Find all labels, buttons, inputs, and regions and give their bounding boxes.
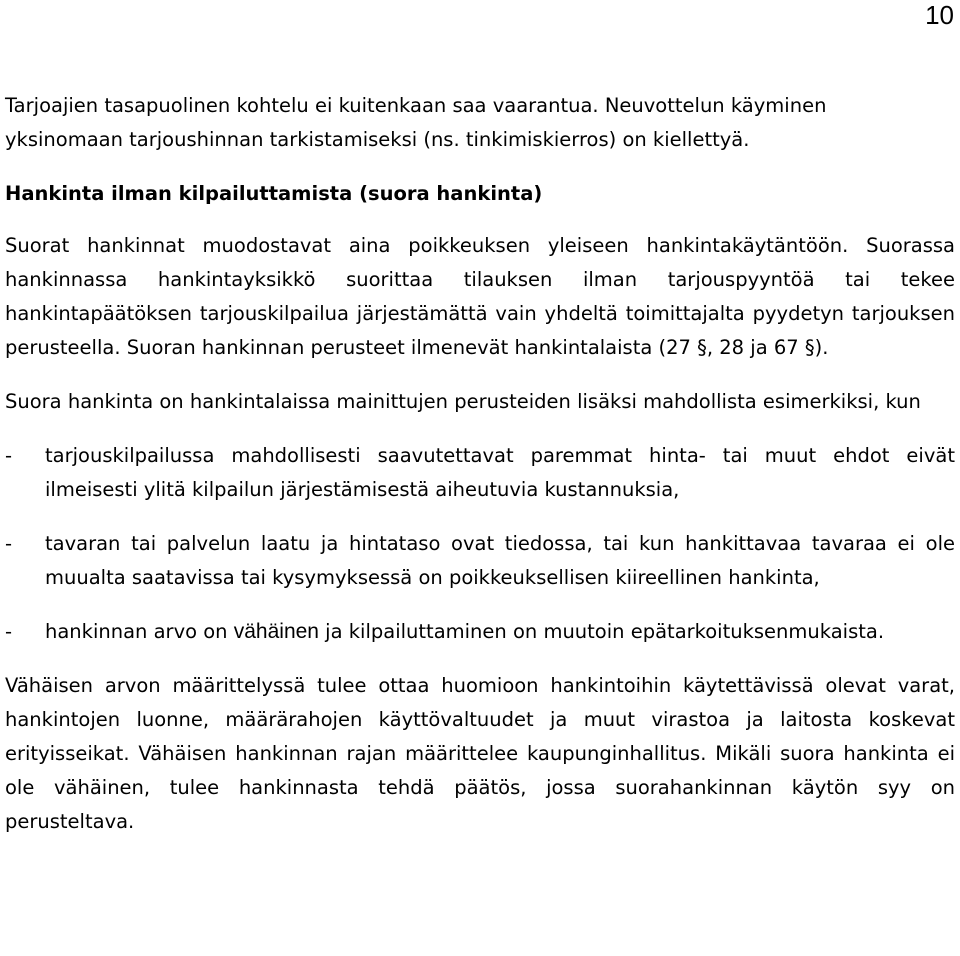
list-item xyxy=(5,439,955,507)
paragraph-line: Tarjoajien tasapuolinen kohtelu ei kuitenkaan saa vaarantua. Neuvottelun käyminen xyxy=(5,94,827,117)
list-bullet: - xyxy=(5,444,13,467)
page-number: 10 xyxy=(925,0,954,30)
list-item-text: tarjouskilpailussa mahdollisesti saavutettavat paremmat hinta- tai muut ehdot eivät ilmeisesti ylitä kilpailun järjestämisestä aiheutuvia kustannuksia, xyxy=(45,444,955,501)
list-item-text xyxy=(45,615,955,649)
list-bullet: - xyxy=(5,532,13,555)
list-bullet: - xyxy=(5,620,13,643)
list-item-text-start: hankinnan arvo on xyxy=(45,620,234,643)
paragraph-additional-grounds: Suora hankinta on hankintalaissa mainittujen perusteiden lisäksi mahdollista esimerkiksi, kun xyxy=(5,390,921,413)
paragraph-minor-value: Vähäisen arvon määrittelyssä tulee ottaa huomioon hankintoihin käytettävissä olevat varat, hankintojen luonne, määrärahojen käyttövaltuudet ja muut virastoa ja laitosta koskevat erityisseikat. Vähäisen hankinnan rajan määrittelee kaupunginhallitus. Mikäli suora hankinta ei ole vähäinen, tulee hankinnasta tehdä päätös, jossa suorahankinnan käytön syy on perusteltava. xyxy=(5,674,955,833)
paragraph-direct-procurement: Suorat hankinnat muodostavat aina poikkeuksen yleiseen hankintakäytäntöön. Suorassa hankinnassa hankintayksikkö suorittaa tilauksen ilman tarjouspyyntöä tai tekee hankintapäätöksen tarjouskilpailua järjestämättä vain yhdeltä toimittajalta pyydetyn tarjouksen perusteella. Suoran hankinnan perusteet ilmenevät hankintalaista (27 §, 28 ja 67 §). xyxy=(5,234,955,359)
emphasized-word: vähäinen xyxy=(233,620,319,643)
section-heading: Hankinta ilman kilpailuttamista (suora hankinta) xyxy=(5,182,543,205)
paragraph-fair-treatment xyxy=(5,89,955,157)
list-item xyxy=(5,527,955,595)
list-item-text-end: ja kilpailuttaminen on muutoin epätarkoituksenmukaista. xyxy=(318,620,885,643)
document-body xyxy=(5,89,955,839)
list-item-text: tavaran tai palvelun laatu ja hintataso ovat tiedossa, tai kun hankittavaa tavaraa ei ole muualta saatavissa tai kysymyksessä on poikkeuksellisen kiireellinen hankinta, xyxy=(45,532,955,589)
paragraph-line: yksinomaan tarjoushinnan tarkistamiseksi (ns. tinkimiskierros) on kiellettyä. xyxy=(5,128,750,151)
list-item xyxy=(5,615,955,649)
